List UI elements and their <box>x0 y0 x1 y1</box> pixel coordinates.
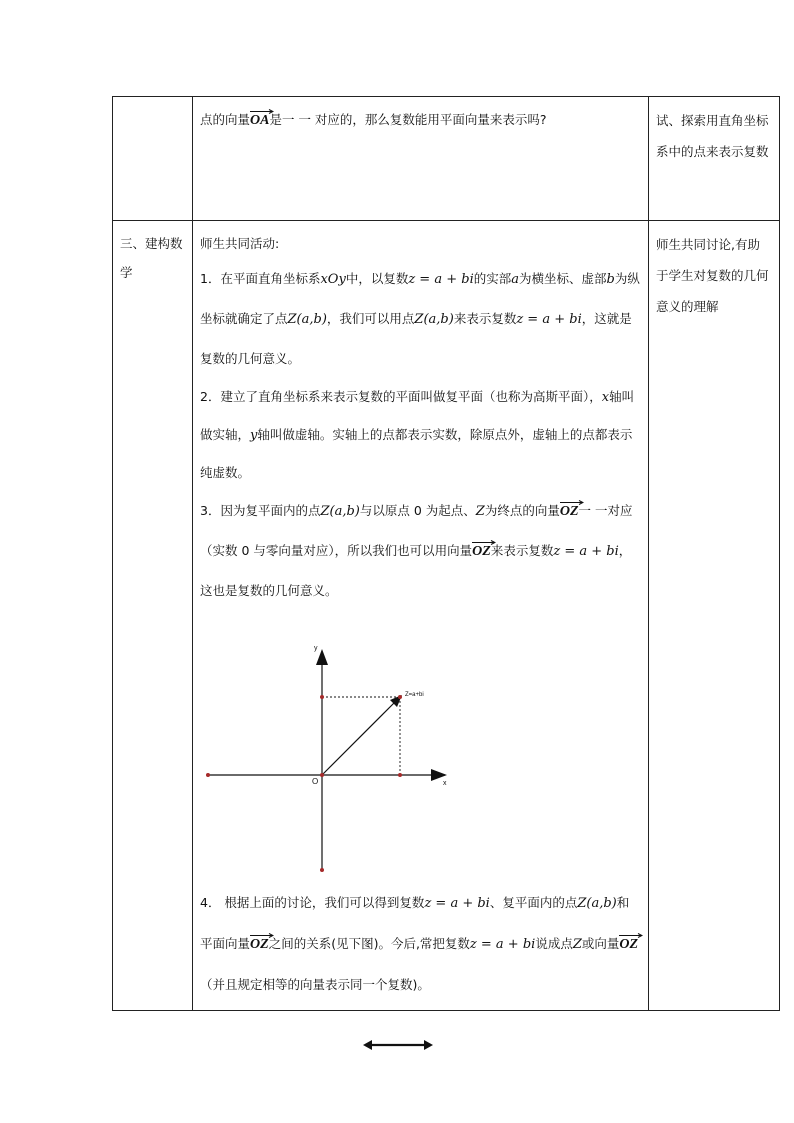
stage-label: 三、建构数学 <box>120 236 183 280</box>
table-row <box>113 221 780 1011</box>
vector-oz: OZ <box>472 540 491 559</box>
paragraph-1: 1．在平面直角坐标系xOy中，以复数z = a + bi的实部a为横坐标、虚部b为纵坐标就确定了点Z(a,b)，我们可以用点Z(a,b)来表示复数z = a + bi，这就是复数的几何意义。 <box>200 271 640 366</box>
vector-oz: OZ <box>560 500 579 519</box>
vector-oz: OZ <box>619 933 638 952</box>
vector-oz: OZ <box>250 933 269 952</box>
double-arrow-icon <box>363 1038 433 1052</box>
stage-cell-empty <box>113 97 193 221</box>
vector-arrow-icon <box>250 109 274 114</box>
vector-arrow-icon <box>472 540 496 545</box>
note-text: 试、探索用直角坐标系中的点来表示复数 <box>656 113 769 159</box>
vector-arrow-icon <box>560 500 584 505</box>
origin-label: O <box>312 777 319 786</box>
y-axis-label: y <box>314 645 318 652</box>
table-row <box>113 97 780 221</box>
x-axis-label: x <box>443 780 447 787</box>
stage-cell <box>113 221 193 1011</box>
complex-plane-graph <box>200 638 460 878</box>
vector-oa: OA <box>250 109 269 128</box>
complex-plane-figure <box>200 638 641 889</box>
lesson-table <box>112 96 780 1011</box>
content-cell <box>193 221 649 1011</box>
note-cell <box>649 97 780 221</box>
note-cell <box>649 221 780 1011</box>
vector-arrow-icon <box>619 933 643 938</box>
point-z-label: Z=a+bi <box>405 692 424 698</box>
paragraph-4: 4． 根据上面的讨论，我们可以得到复数z = a + bi、复平面内的点Z(a,b)和平面向量 OZ之间的关系(见下图)。今后,常把复数z = a + bi说成点Z或向量 OZ（并且规定相等的向量表示同一个复数)。 <box>200 883 641 1005</box>
activity-intro: 师生共同活动: <box>200 236 280 251</box>
paragraph-2: 2．建立了直角坐标系来表示复数的平面叫做复平面（也称为高斯平面），x轴叫做实轴，y轴叫做虚轴。实轴上的点都表示实数，除原点外，虚轴上的点都表示纯虚数。 <box>200 389 635 480</box>
question-text: 点的向量 OA是一 一 对应的，那么复数能用平面向量来表示吗? <box>200 105 641 135</box>
paragraph-3: 3．因为复平面内的点Z(a,b)与以原点 0 为起点、Z为终点的向量 OZ一 一对应（实数 0 与零向量对应），所以我们也可以用向量 OZ来表示复数z = a + bi，这也是复数的几何意义。 <box>200 491 641 610</box>
note-text: 师生共同讨论,有助于学生对复数的几何意义的理解 <box>656 237 769 314</box>
vector-arrow-icon <box>250 933 274 938</box>
content-cell <box>193 97 649 221</box>
